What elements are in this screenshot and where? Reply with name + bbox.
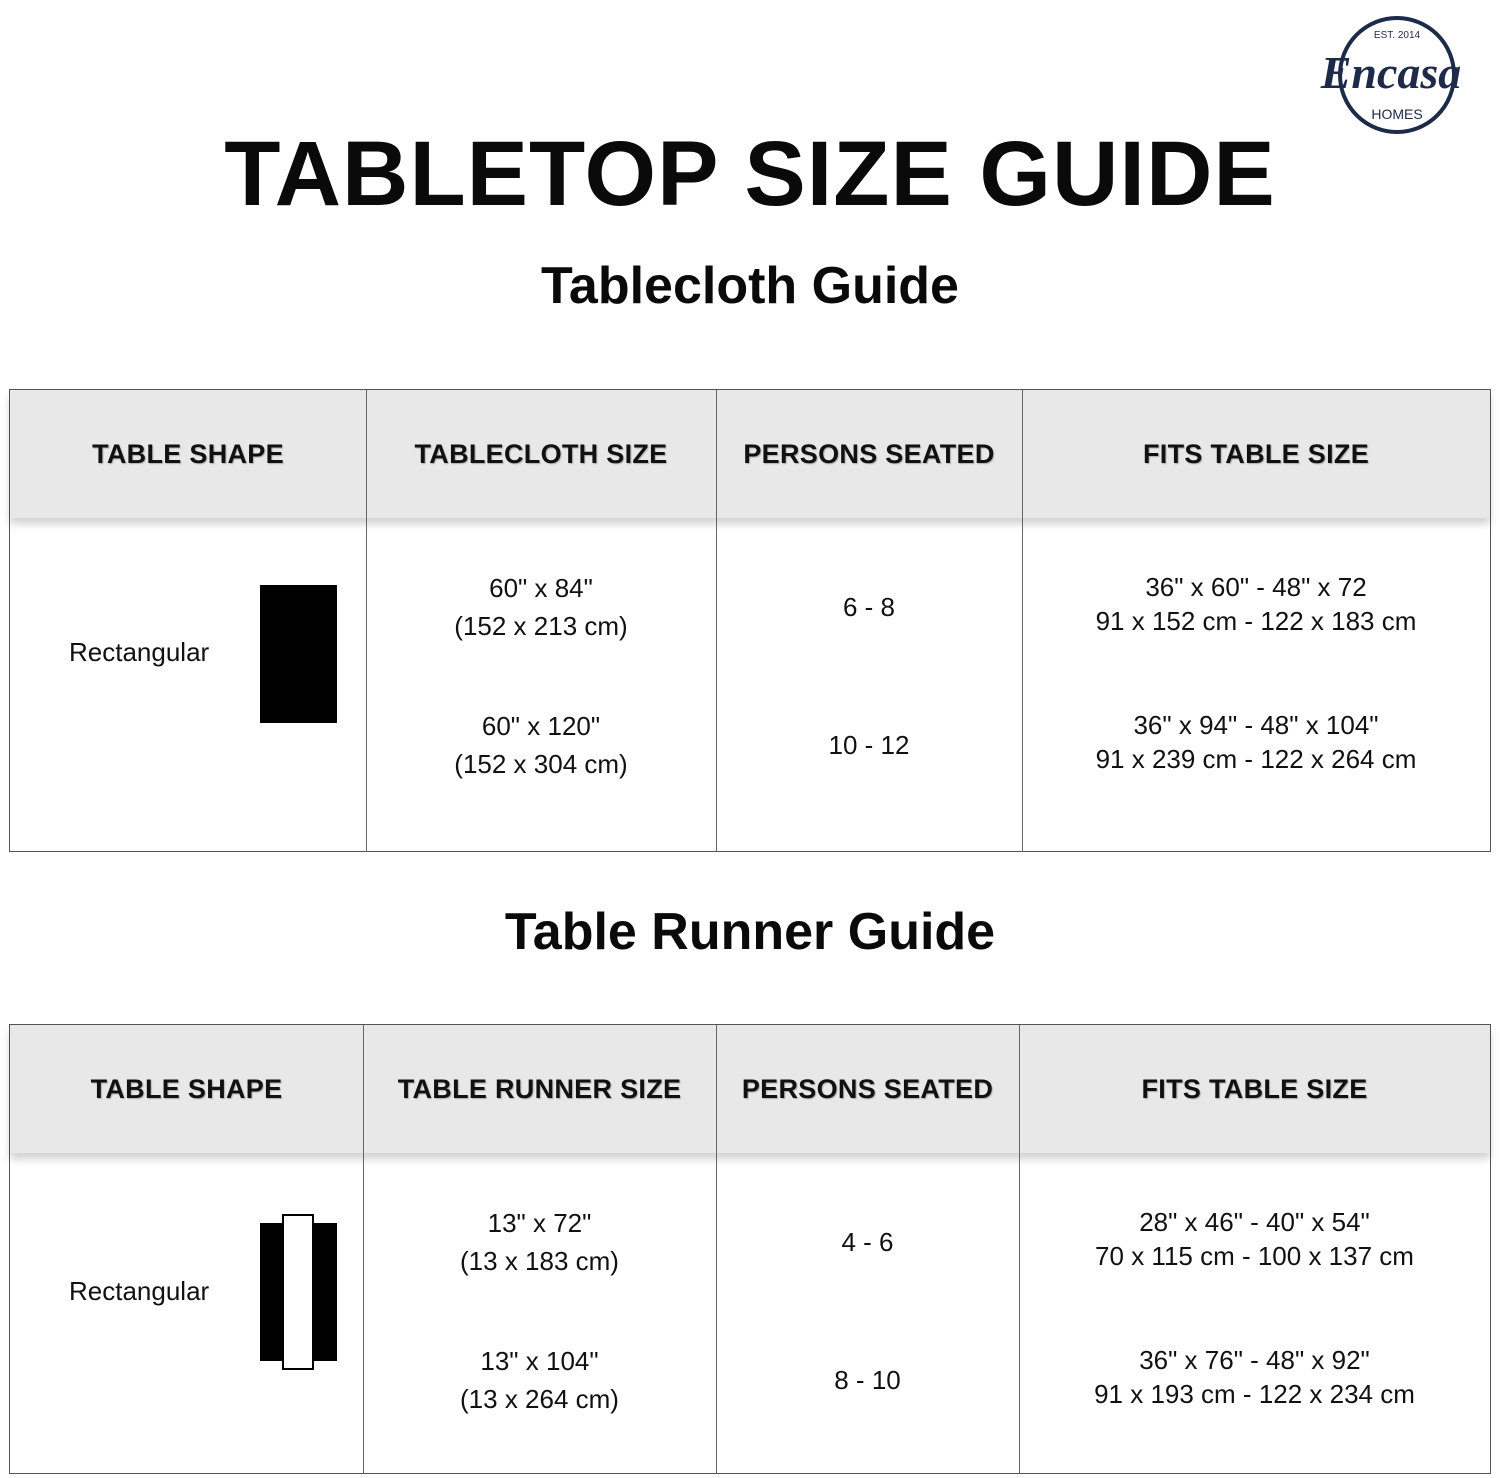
fits-inches: 28" x 46" - 40" x 54" (1139, 1207, 1370, 1237)
fits-inches: 36" x 60" - 48" x 72 (1145, 572, 1367, 602)
size-cm: (152 x 213 cm) (454, 611, 628, 641)
header-fits-table-size: FITS TABLE SIZE (1141, 1073, 1368, 1104)
table-cell-fits (1019, 1205, 1490, 1273)
table-cell-size (363, 1343, 716, 1417)
header-persons-seated: PERSONS SEATED (741, 1073, 994, 1104)
size-inches: 13" x 104" (480, 1346, 599, 1376)
table-cell-fits (1019, 1343, 1490, 1411)
table-cell-fits (1022, 570, 1490, 638)
size-cm: (13 x 183 cm) (460, 1246, 619, 1276)
size-inches: 60" x 84" (489, 573, 593, 603)
table-cell-fits (1022, 708, 1490, 776)
header-fits-table-size: FITS TABLE SIZE (1143, 438, 1369, 469)
size-inches: 13" x 72" (487, 1208, 592, 1238)
logo-brand-text: Encasa (1320, 47, 1462, 98)
fits-cm: 91 x 152 cm - 122 x 183 cm (1095, 606, 1417, 636)
fits-inches: 36" x 76" - 48" x 92" (1139, 1345, 1370, 1375)
logo-homes-text: HOMES (1371, 106, 1423, 122)
shape-label: Rectangular (69, 1276, 210, 1306)
fits-inches: 36" x 94" - 48" x 104" (1133, 710, 1379, 740)
persons-seated-cell: 6 - 8 (842, 592, 896, 622)
shape-label: Rectangular (69, 637, 210, 667)
logo-est-text: EST. 2014 (1373, 30, 1421, 41)
table-runner-guide-title: Table Runner Guide (504, 903, 996, 961)
size-cm: (152 x 304 cm) (454, 749, 628, 779)
table-cell-size (363, 1205, 716, 1279)
size-inches: 60" x 120" (481, 711, 601, 741)
table-cell-size (366, 570, 716, 644)
fits-cm: 91 x 193 cm - 122 x 234 cm (1094, 1379, 1415, 1409)
persons-seated-cell: 4 - 6 (841, 1227, 894, 1257)
table-runner-table (9, 1024, 1491, 1474)
persons-seated-cell: 10 - 12 (828, 730, 910, 760)
header-table-runner-size: TABLE RUNNER SIZE (397, 1073, 682, 1104)
fits-cm: 91 x 239 cm - 122 x 264 cm (1095, 744, 1417, 774)
page-title: TABLETOP SIZE GUIDE (224, 123, 1276, 225)
table-runner-icon (260, 1223, 337, 1361)
tablecloth-table (9, 389, 1491, 852)
header-table-shape: TABLE SHAPE (90, 1073, 283, 1104)
tablecloth-guide-title: Tablecloth Guide (541, 257, 959, 315)
fits-cm: 70 x 115 cm - 100 x 137 cm (1095, 1241, 1414, 1271)
header-tablecloth-size: TABLECLOTH SIZE (414, 438, 668, 469)
header-table-shape: TABLE SHAPE (92, 438, 284, 469)
size-cm: (13 x 264 cm) (460, 1384, 619, 1414)
header-persons-seated: PERSONS SEATED (743, 438, 995, 469)
rectangle-table-icon (260, 585, 337, 723)
table-cell-size (366, 708, 716, 782)
persons-seated-cell: 8 - 10 (834, 1365, 901, 1395)
